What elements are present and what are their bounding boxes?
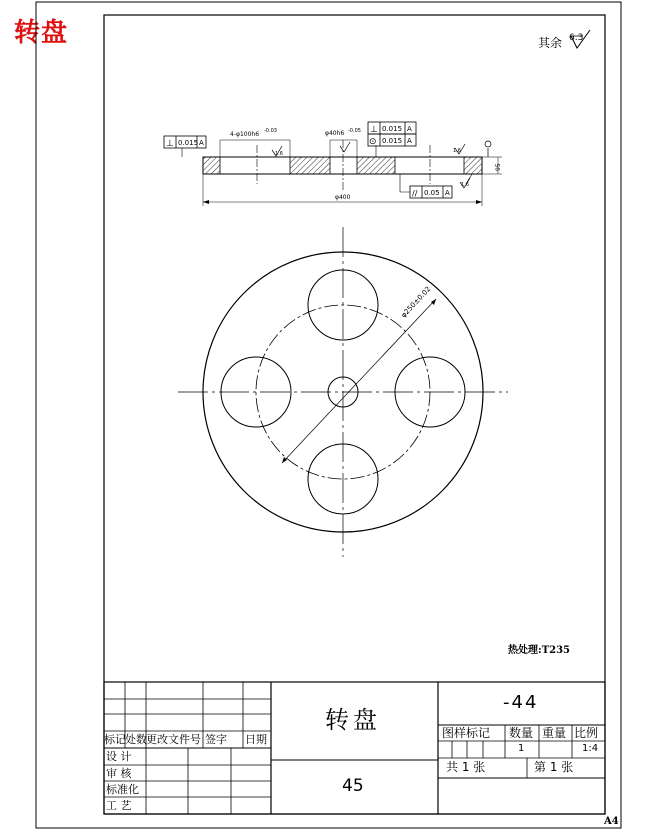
dim-center: φ40h6 [325,130,345,137]
fcf-flatness-datum: A [199,139,204,147]
plan-view [178,227,508,557]
sheet-total: 共 1 张 [446,760,486,774]
part-name: 转盘 [325,706,381,734]
header-quantity: 数量 [509,726,534,740]
fcf-flatness-symbol: ⊥ [166,139,174,149]
dim-holes4: 4-φ100h6 [230,131,260,138]
header-pattern-mark: 图样标记 [442,726,491,740]
fcf-runout-symbol: // [412,189,418,198]
dim-thickness: 95 [495,163,502,171]
fcf-perp-datum: A [407,125,412,133]
fcf-runout-value: 0.05 [424,189,440,197]
fcf-perp-symbol: ⊥ [370,125,378,135]
heat-treatment-note: 热处理:T235 [508,645,571,656]
quantity-value: 1 [518,743,525,754]
rev-header-mark: 标记 [104,733,126,746]
role-design: 设 计 [106,750,132,763]
dim-holes4-tol: -0.03 [264,128,277,134]
drawing-red-title: 转盘 [14,18,69,48]
fcf-pos-value: 0.015 [382,137,403,145]
ra-hole: 1.6 [275,151,283,157]
header-scale: 比例 [574,726,599,740]
material: 45 [342,776,364,796]
rev-header-date: 日期 [245,733,267,746]
sheet-number: 第 1 张 [534,760,574,774]
roughness-label: 其余 [538,36,563,50]
sheet-size: A4 [604,816,619,827]
roughness-value: 6.3 [569,33,584,43]
drawing-number: -44 [503,692,539,713]
fcf-pos-symbol: ⊙ [369,137,377,147]
dim-od: φ400 [335,194,351,201]
ra-top: 1.6 [453,148,461,154]
header-weight: 重量 [542,726,567,740]
role-review: 审 核 [106,767,132,780]
scale-value: 1:4 [582,743,599,754]
dim-center-tol: -0.05 [348,128,361,134]
dim-pcd: φ250±0.02 [399,285,433,320]
datum-marker [485,141,491,157]
rev-header-count: 处数 [125,733,147,746]
fcf-pos-datum: A [407,137,412,145]
fcf-flatness-value: 0.015 [178,139,199,147]
role-process: 工 艺 [106,799,132,812]
rev-header-sign: 签字 [205,733,227,746]
role-standard: 标准化 [106,783,139,796]
rev-header-doc: 更改文件号 [146,733,201,746]
fcf-perp-value: 0.015 [382,125,403,133]
ra-bottom: 1.6 [461,182,469,188]
fcf-runout-datum: A [445,189,450,197]
